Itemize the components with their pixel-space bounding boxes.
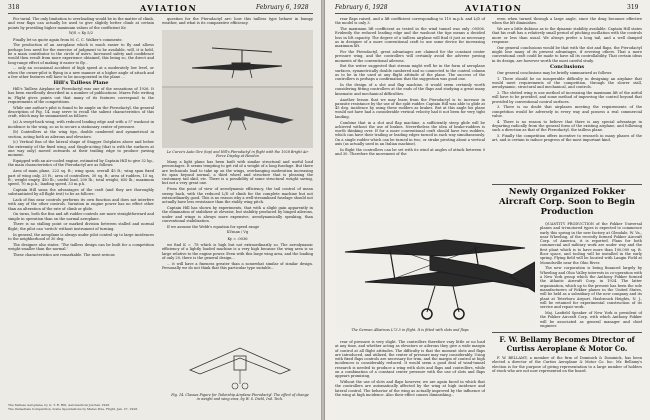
paragraph: rear of pressure is very slight. The controllers therefore vary little or no load at any time, and whether acting as elevators or ailerons they give a wide margin of control at all flight attitudes. The difficulty is that the moment slots and flaps are introduced, and utilized, the center of pressure may vary considerably. Using with fixed flaps controls are necessary for trim, and the margin of control at high incidences is considerably reduced. It would seem a good deal of wind-tunnel research is needed to produce a wing with slots and flaps and controllers, while on a combination of a constant center pressure with the use of slots and flaps appears promising. — [335, 340, 485, 379]
paragraph: we find K = .78 which is high but not extraordinarily so. The aerodynamic efficiency of a lightly loaded machine is a very high because the wing area is so large relative to the engine power. Even with this large wing area, and the loading of only 20, there is the general design... — [162, 243, 313, 260]
paragraph: Without the use of slots and flaps however, we are again faced in which that the controllers are automatically affected by the wing at high incidence and lateral control. The behavior of the wing as actually improved by the influence of the wing at high incidence. Also their effect causes diminishing... — [335, 380, 485, 398]
left-date: February 6, 1928 — [256, 4, 309, 11]
list-item: 3. There is no doubt that airplanes meeting the requirements of the competition would be adversely in every way and possess a real commercial value. — [492, 105, 642, 118]
paragraph: Equipped with an air-cooled engine, estimated by Captain Hill to give 32 hp., the main characteristics of the Pterodactyl are as follows: — [8, 159, 154, 168]
paragraph: These characteristics are remarkable. The most serious — [13, 252, 115, 257]
paragraph: question for the Pterodactyl are: how this tailless type behave in bumpy weather, and what is its comparative efficiency. — [162, 17, 313, 26]
headline-rule-2 — [492, 332, 642, 333]
paragraph: QUANTITY PRODUCTION of the Fokker Universal planes and tri-motored types is expected to commence early this spring in the new factory at Glendale, W. Va., near Wheeling, of the recently formed Fokker Aircraft Corp. of America, it is reported. Plans for both commercial and military work are under way and the first plant which is to have more than 100,000 sq. ft. floor space, and tooling will be installed in the early spring. Flying field will be located with Langin Field at Moundsville near the Ohio River. — [540, 222, 642, 265]
pterodactyl-drawing — [185, 340, 295, 392]
paragraph: Captain Hill sums the advantages of the craft (and they are thoroughly substantiated by all flight test) to be as follows: — [8, 187, 154, 197]
paragraph: Lack of fins near controls performs its own function and does not interfere with any of the other controls. Variation in engine power has no effect other than an alteration of the rate of climb or glide. — [8, 197, 154, 211]
left-running-title: AVIATION — [140, 3, 198, 13]
paragraph: In flight the controllers can be set with its wind at angles of attack between 0 and 30. Therefore the movement of the — [335, 147, 485, 157]
paragraph: The designer also states: 'The tailless design can be built for a competition weight smaller than the normal.' — [8, 242, 154, 251]
right-page-number: 319 — [627, 4, 639, 11]
footnote: The Tailless Aeroplane, by G. T. R. Hill, Aeronautical Journal, 1928. — [8, 403, 111, 407]
headline-rule — [492, 184, 642, 185]
left-footnotes — [8, 404, 158, 411]
paragraph: The new corporation is being financed largely by Wheeling and Ohio Valley interests in co-operation with a New York group which the Anthony Fokker formed the Atlantic Aircraft Corp. in 1924. The latter organization, which up to the present has been the sole manufacturers of Fokker planes in the United States, will be held as a subsidiary of the new company and its plant at Teterboro Airport, Hasbrouck Heights, N. J., will be retained for experimental construction of its service and repair work. — [540, 266, 642, 310]
paragraph: If we assume the Webb's equation for speed range — [167, 224, 260, 229]
paragraph: But the writer suggested that stream might well be in the form of aeroplane surfaces, symmetrically double cambered and so connected to the control column as to be in the used at any flight attitude of the plane. The success of the controllers is perhaps a confirmation that the suggestion was good one. — [335, 64, 485, 82]
right-date: February 6, 1928 — [335, 4, 388, 11]
paragraph: F. W. BELLAMY, a member of the firm of Dominick & Dominick, has been elected a director of the Curtiss Aeroplane & Motor Co. Inc. Mr. Bellamy's election is for the purpose of giving representation to a large number of holders of stock who are not now represented on the board. — [492, 356, 642, 373]
paragraph: While one author's pilot is found to be ample on the Pterodactyl, the general description of Fig. 14, may serve to recall the salient characteristics of this craft, which may be summarized as follows: — [8, 105, 154, 119]
autogiro-caption: Le Curve's Auto Gire (top) and Hill's Pterodactyl in flight with the 1928 Bright Air Force Display at Hendon — [166, 150, 309, 158]
right-column-2-top — [492, 17, 642, 182]
paragraph: The production of an aeroplane which is much easier to fly and allows perhaps less need for the exercise of judgment to be available, will, it is held, be a main contributor to the circle of users. Increased safety and confidence would then result from more experience obtained, this being so, the direct and long-range effect of making it easier to fly... — [8, 43, 154, 65]
bellamy-article-body — [492, 356, 642, 416]
right-head-rule — [335, 13, 640, 14]
pterodactyl-drawing-caption: Fig. 14. Classes Figure for Tailorship Airplane Pterodactyl. The effect of change in weight and wing area, by W. S. Diehl, Ind. Tech. — [171, 393, 309, 401]
paragraph: Captain Hill has shown by experiments, that with a slight gain apparently in the elimination of stabilizer at elevator, but stability produced by hinged ailerons, under and wings is always more expensive, aerodynamically speaking, than conventional stabilization. — [162, 205, 313, 223]
left-column-1 — [8, 17, 154, 415]
albatross-photo — [335, 222, 535, 327]
paragraph: From the point of view of aerodynamic efficiency, the tail control of mean sweep back, with the reduced L/D of climb for the complete machine but not extraordinarily good. This is no reason why a well-streamlined fuselage should not actually have less resistance than the stably wing pitch. — [162, 187, 313, 205]
paragraph: Our general conclusions would be that with the slot and flaps, the Pterodactyl might lose many of its present advantages, if severing others. That a more conventional craft could be made to have all its controllability. That certain ideas in its design, are however worth the most careful study. — [492, 45, 642, 63]
fokker-headline: Newly Organized Fokker Aircraft Corp. Soon to Begin Production — [499, 187, 635, 217]
left-head-rule — [8, 13, 313, 14]
list-item: (b) Controllers at the wing tips, double cambered and symmetrical in section, acting both as ailerons and elevators. — [8, 130, 154, 139]
paragraph: In the design of a slot and flap machine, it would seem certainly worth considering fitting controllers at the ends of the flaps and studying a great many kinematic and mechanical difficulties. — [335, 83, 485, 96]
paragraph: Many a light plane has been built with similar structural and useful load percentages. It seems tempting to get rid of a weight of a long fuselage. But there are technicals load to take up on the wings, overhanging moderation increasing its span beyond normal, a third wheel and structure that is pleasing the customary tail skid, etc. There is a possibility of some structural weight saving, but not a very great one. — [162, 160, 313, 186]
formula: Ky = .0036 — [227, 236, 248, 241]
albatross-caption: The German Albatross L73.5 in flight. It is fitted with slots and flaps — [351, 328, 469, 332]
paragraph: Hill's Tailless Airplane or Pterodactyl was one of the sensations of 1926. It has been excellently described in a number of publications. Mares Pole writing in Flight gives points out that many of its features correspond to the requirements of the competitions. — [8, 87, 154, 105]
right-column-1-bottom — [335, 340, 485, 418]
paragraph: Another lesson that we may learn from the Pterodactyl is to increase in parasite resistance by the use of the split rudder. Captain Hill was able to glide at 45 deg. incidence by using these rudders as brakes. But at this angle his plane would not have had a considerable vertical velocity had it not been for very tight landing. — [335, 97, 485, 119]
paragraph: ... it will have a fineness greater than a somewhat similar of similar design. Personally we do not think that this particular type suitable... — [162, 261, 313, 271]
paragraph: Finally let us quote again from M. C. C. Walker's comments: — [13, 37, 123, 42]
paragraph: Area of main plane, 223 sq. ft.; wing span, overall 45 ft.; wing span fixed part of wing only, 25 ft.; area of controllers, 30 sq. ft.; area of rudders, 15 sq. ft.; weight empty, 450 lb.; useful load, 200 lb.; total weight, 650 lb.; maximum speed, 70 m.p.h.; landing speed, 33 m.p.h. — [8, 169, 154, 187]
right-running-title: AVIATION — [465, 3, 523, 13]
right-column-1-top — [335, 17, 485, 220]
right-page — [325, 0, 650, 420]
paragraph: For turial. The only limitation to overloading would be in the matter of climb, and rear flaps can actually be used to give slightly better climb at certain points by providing higher maximum values of the coefficient Kv. — [8, 17, 154, 30]
paragraph: On turns, both the fins and aft rudder controls are more straightforward and simple in operation than on the normal aeroplane. — [8, 212, 154, 221]
paragraph: The maximum lift coefficient as tested in the wind tunnel was only .00506. Evidently the reduced leading edge and the washout the tips means a decided loss in lift capacity. The degree of a tailless airplane will find it just as necessary as in designer of a more conventional craft to use some device for increasing maximum lift. — [335, 27, 485, 49]
paragraph: ... only an occasional accident of high speed at a moderately low level, or when the owner-pilot is flying in a new manner at a higher angle of attack and a few other features will have to be incorporated in the plane ... — [8, 66, 154, 80]
bellamy-headline: F. W. Bellamy Becomes Director of Curtiss Aeroplane & Motor Co. — [499, 335, 635, 353]
paragraph: There is no stalling point or marked division between stalled and normal flight; the pilot can 'switch' without instrument of turning. — [8, 222, 154, 231]
list-item: 1. There should be no insuperable difficulty in designing an airplane that would meet requirements of the competition, through the slower stall, aerodynamic, structural and mechanical, and controls. — [492, 76, 642, 90]
formula: KVmax / Vg — [226, 230, 249, 235]
list-item: 5. Finally the competition offers incentive to research in many phases of the art, and is certain to induce progress of the most important kind. — [492, 134, 642, 143]
paragraph: Our general conclusions may be briefly summarized as follows: — [497, 70, 613, 75]
list-item: 2. The slotted wing is one method of increasing the maximum lift of the airfoil will have to be provided, and some method of improving the control beyond that provided by conventional control surfaces. — [492, 90, 642, 104]
autogiro-photo — [162, 30, 313, 148]
formula: W/S = Ky 5/2 — [68, 31, 94, 36]
paragraph: We are a little dubious as to the dynamic stability available. Captain Hill states that his craft has a relatively small period of pitching oscillation with the controls more or less than usual. We always prefer a long tail, and a well damped response. — [492, 27, 642, 44]
paragraph: even when turned through a large angle, since the drag becomes effective when the lift diminishes. — [492, 17, 642, 26]
list-item: (a) A swept-back wing, with reduced leading edge and with a 5° washout in incidence to the wing, so as to secure a stationary center of pressure. — [8, 120, 154, 129]
left-column-2-body — [162, 160, 313, 340]
paragraph: In general, the aeroplane is always under pilot control up to large incidences to the neighborhood of 30 deg. — [8, 232, 154, 241]
section-heading-hill: Hill's Tailless Plane — [53, 80, 109, 87]
paragraph: Combine that in a slot and flap machine, a sufficiently steep glide will be achieved without the use of brakes. Nevertheless the idea of brake-rudders is worth thinking over. If for a more conventional craft should have two rudders, which can have their trailing or leading edges turned in each way simultaneously. On a single rudder which can be turned in two, or strake pivoting about a vertical axis (as actually used in an Italian machine). — [335, 120, 485, 147]
left-page — [0, 0, 321, 420]
fokker-article-body — [540, 222, 642, 332]
paragraph: For the Pterodactyl, great advantages are claimed for the constant center pressure wing, and the controllers will certainly avoid the adverse yawing moments of the conventional ailerons. — [335, 50, 485, 63]
left-page-number: 318 — [8, 4, 20, 11]
paragraph: rear flaps raised, and a lift coefficient corresponding to 110 m.p.h. and L/D of the model is only 3. — [335, 17, 485, 26]
footnote: The Immediate Competition, Some Speculations by Mares Pole, Flight, Jan. 27, 1928. — [8, 406, 139, 411]
list-item: (c) Vertical fins of the lateral shape of Stagger Dotplates above and below the extremity of the fixed wing, and Single-acting (that is with the surfaces at one way only) moved outwards at their trailing edge to produce yawing moment. — [8, 140, 154, 158]
section-heading-conclusions: Conclusions — [549, 63, 585, 70]
list-item: 4. There is no reason to believe that there is any special advantage in departing radically from the general form of the existing airplane, and following such a direction as that of the Pterodactyl, the tailless plane. — [492, 119, 642, 133]
paragraph: Maj. Lanfield Speaker of New York is president of the Fokker Aircraft Corp. with which Anthony Fokker will be associated as general manager and chief engineer. — [540, 310, 642, 328]
